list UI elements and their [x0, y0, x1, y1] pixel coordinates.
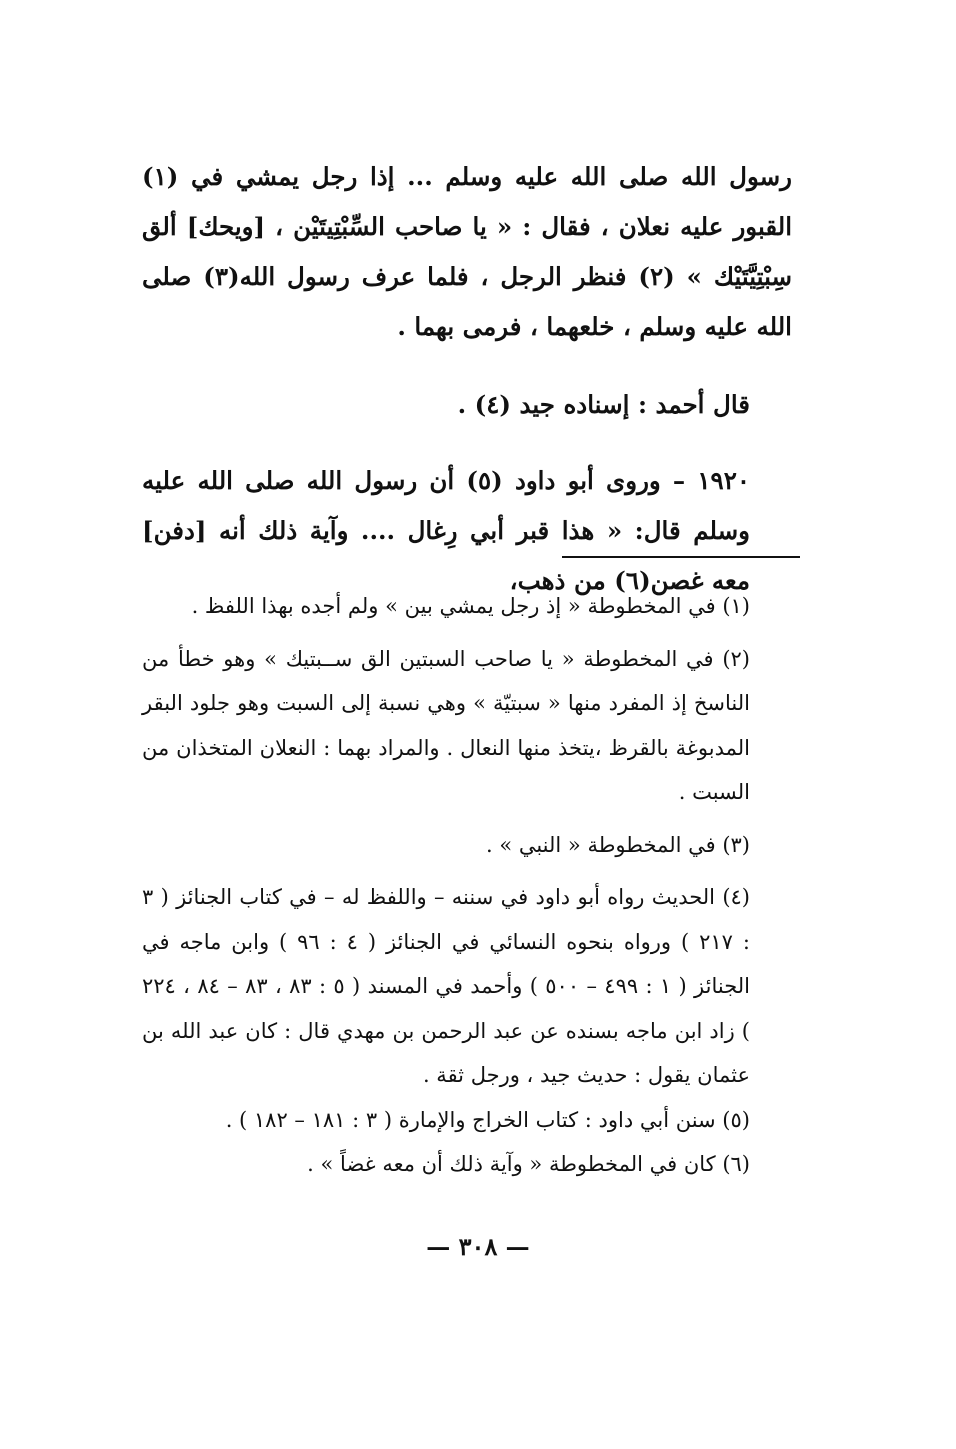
footnote-text: (٣) في المخطوطة « النبي » . [485, 832, 750, 857]
footnote-6 [142, 1142, 792, 1187]
main-text [142, 152, 792, 606]
footnote-separator [562, 556, 800, 558]
footnote-text: (١) في المخطوطة « إذ رجل يمشي بين » ولم أجده بهذا اللفظ . [191, 594, 750, 618]
footnote-4 [142, 875, 792, 1098]
footnote-3 [142, 823, 792, 868]
footnote-text: (٥) سنن أبي داود : كتاب الخراج والإمارة ( ٣ : ١٨١ – ١٨٢ ) . [225, 1107, 750, 1132]
footnote-1 [142, 584, 792, 629]
footnote-2 [142, 637, 792, 815]
footnote-5 [142, 1098, 792, 1143]
footnotes [142, 584, 792, 1187]
paragraph-continued-hadith: رسول الله صلى الله عليه وسلم ... إذا رجل يمشي في (١) القبور عليه نعلان ، فقال : « يا صاحب السِّبْتِيتَيْن ، [ويحك] ألق سِبْتِيَّتَيْك » (٢) فنظر الرجل ، فلما عرف رسول الله(٣) صلى الله عليه وسلم ، خلعهما ، فرمى بهما . [142, 162, 792, 341]
footnote-text: (٤) الحديث رواه أبو داود في سننه – واللفظ له – في كتاب الجنائز ( ٣ : ٢١٧ ) ورواه بنحوه النسائي في الجنائز ( ٤ : ٩٦ ) وابن ماجه في الجنائز ( ١ : ٤٩٩ – ٥٠٠ ) وأحمد في المسند ( ٥ : ٨٣ ، ٨٣ – ٨٤ ، ٢٢٤ ) زاد ابن ماجه بسنده عن عبد الرحمن بن مهدي قال : كان عبد الله بن عثمان يقول : حديث جيد ، ورجل ثقة . [142, 885, 751, 1087]
footnote-text: (٢) في المخطوطة « يا صاحب السبتين الق ســبتيك » وهو خطأ من الناسخ إذ المفرد منها « سبتيّة » وهي نسبة إلى السبت وهو جلود البقر المدبوغة بالقرظ ،يتخذ منها النعال . والمراد بهما : النعلان المتخذان من السبت . [142, 646, 750, 804]
paragraph-ahmad-comment: قال أحمد : إسناده جيد (٤) . [457, 390, 750, 419]
paragraph-hadith-1920: ١٩٢٠ – وروى أبو داود (٥) أن رسول الله صلى الله عليه وسلم قال: « هذا قبر أبي رِغال .... وآية ذلك أنه [دفن] معه غصن(٦) من ذهب، [142, 466, 751, 595]
page-number: — ٣٠٨ — [426, 1232, 530, 1261]
footnote-text: (٦) كان في المخطوطة « وآية ذلك أن معه غضاً » . [307, 1152, 750, 1176]
